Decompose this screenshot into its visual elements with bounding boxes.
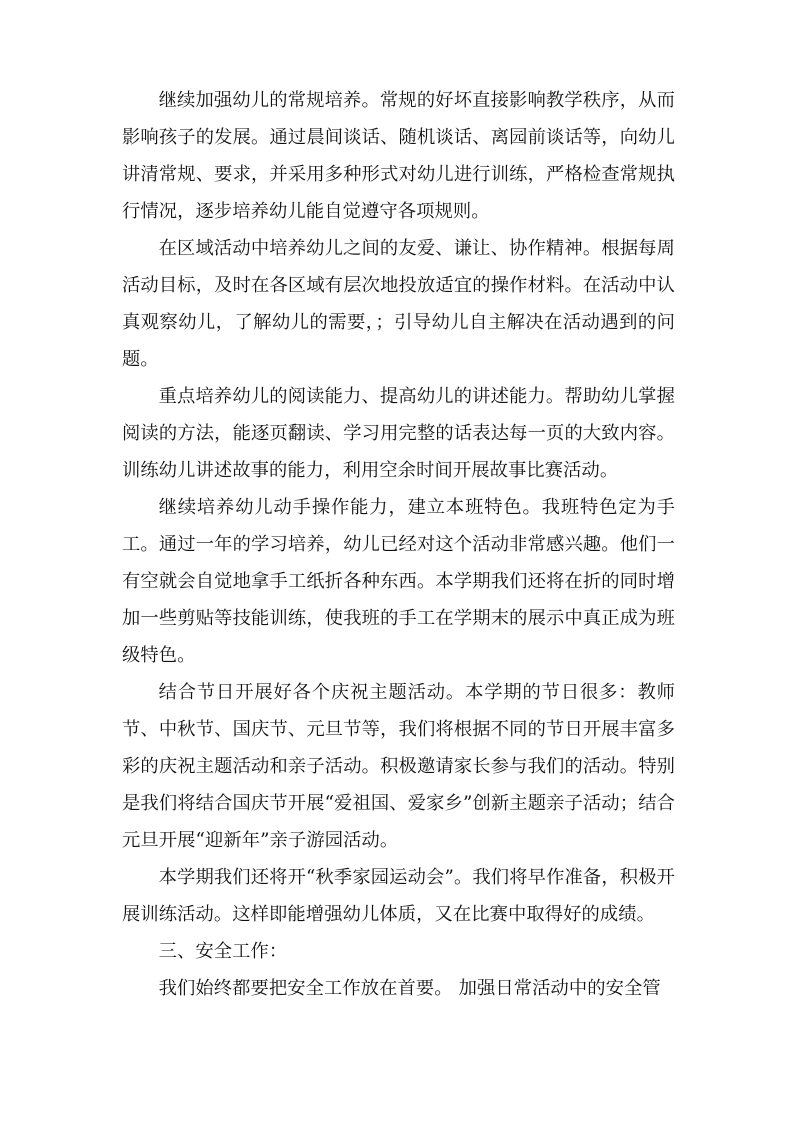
section-heading-safety: 三、安全工作： xyxy=(158,941,288,962)
paragraph-safety-work: 我们始终都要把安全工作放在首要。 加强日常活动中的安全管 xyxy=(158,978,661,999)
paragraph-reading-ability: 重点培养幼儿的阅读能力、提高幼儿的讲述能力。帮助幼儿掌握阅读的方法，能逐页翻读、学习用完整的话表达每一页的大致内容。训练幼儿讲述故事的能力，利用空余时间开展故事比赛活动。 xyxy=(122,386,675,481)
paragraph-handcraft-feature: 继续培养幼儿动手操作能力，建立本班特色。我班特色定为手工。通过一年的学习培养，幼儿已经对这个活动非常感兴趣。他们一有空就会自觉地拿手工纸折各种东西。本学期我们还将在折的同时增加一些剪贴等技能训练，使我班的手工在学期末的展示中真正成为班级特色。 xyxy=(122,497,675,666)
paragraph-festival-activities: 结合节日开展好各个庆祝主题活动。本学期的节日很多：教师节、中秋节、国庆节、元旦节等，我们将根据不同的节日开展丰富多彩的庆祝主题活动和亲子活动。积极邀请家长参与我们的活动。特别是我们将结合国庆节开展“爱祖国、爱家乡”创新主题亲子活动；结合元旦开展“迎新年”亲子游园活动。 xyxy=(122,682,675,851)
paragraph-routine-training: 继续加强幼儿的常规培养。常规的好坏直接影响教学秩序，从而影响孩子的发展。通过晨间谈话、随机谈话、离园前谈话等，向幼儿讲清常规、要求，并采用多种形式对幼儿进行训练，严格检查常规执行情况，逐步培养幼儿能自觉遵守各项规则。 xyxy=(122,90,675,222)
paragraph-area-activities: 在区域活动中培养幼儿之间的友爱、谦让、协作精神。根据每周活动目标，及时在各区域有层次地投放适宜的操作材料。在活动中认真观察幼儿，了解幼儿的需要，；引导幼儿自主解决在活动遇到的问题。 xyxy=(122,238,675,370)
document-body xyxy=(122,82,675,1007)
paragraph-sports-meeting: 本学期我们还将开“秋季家园运动会”。我们将早作准备，积极开展训练活动。这样即能增强幼儿体质，又在比赛中取得好的成绩。 xyxy=(122,867,675,925)
